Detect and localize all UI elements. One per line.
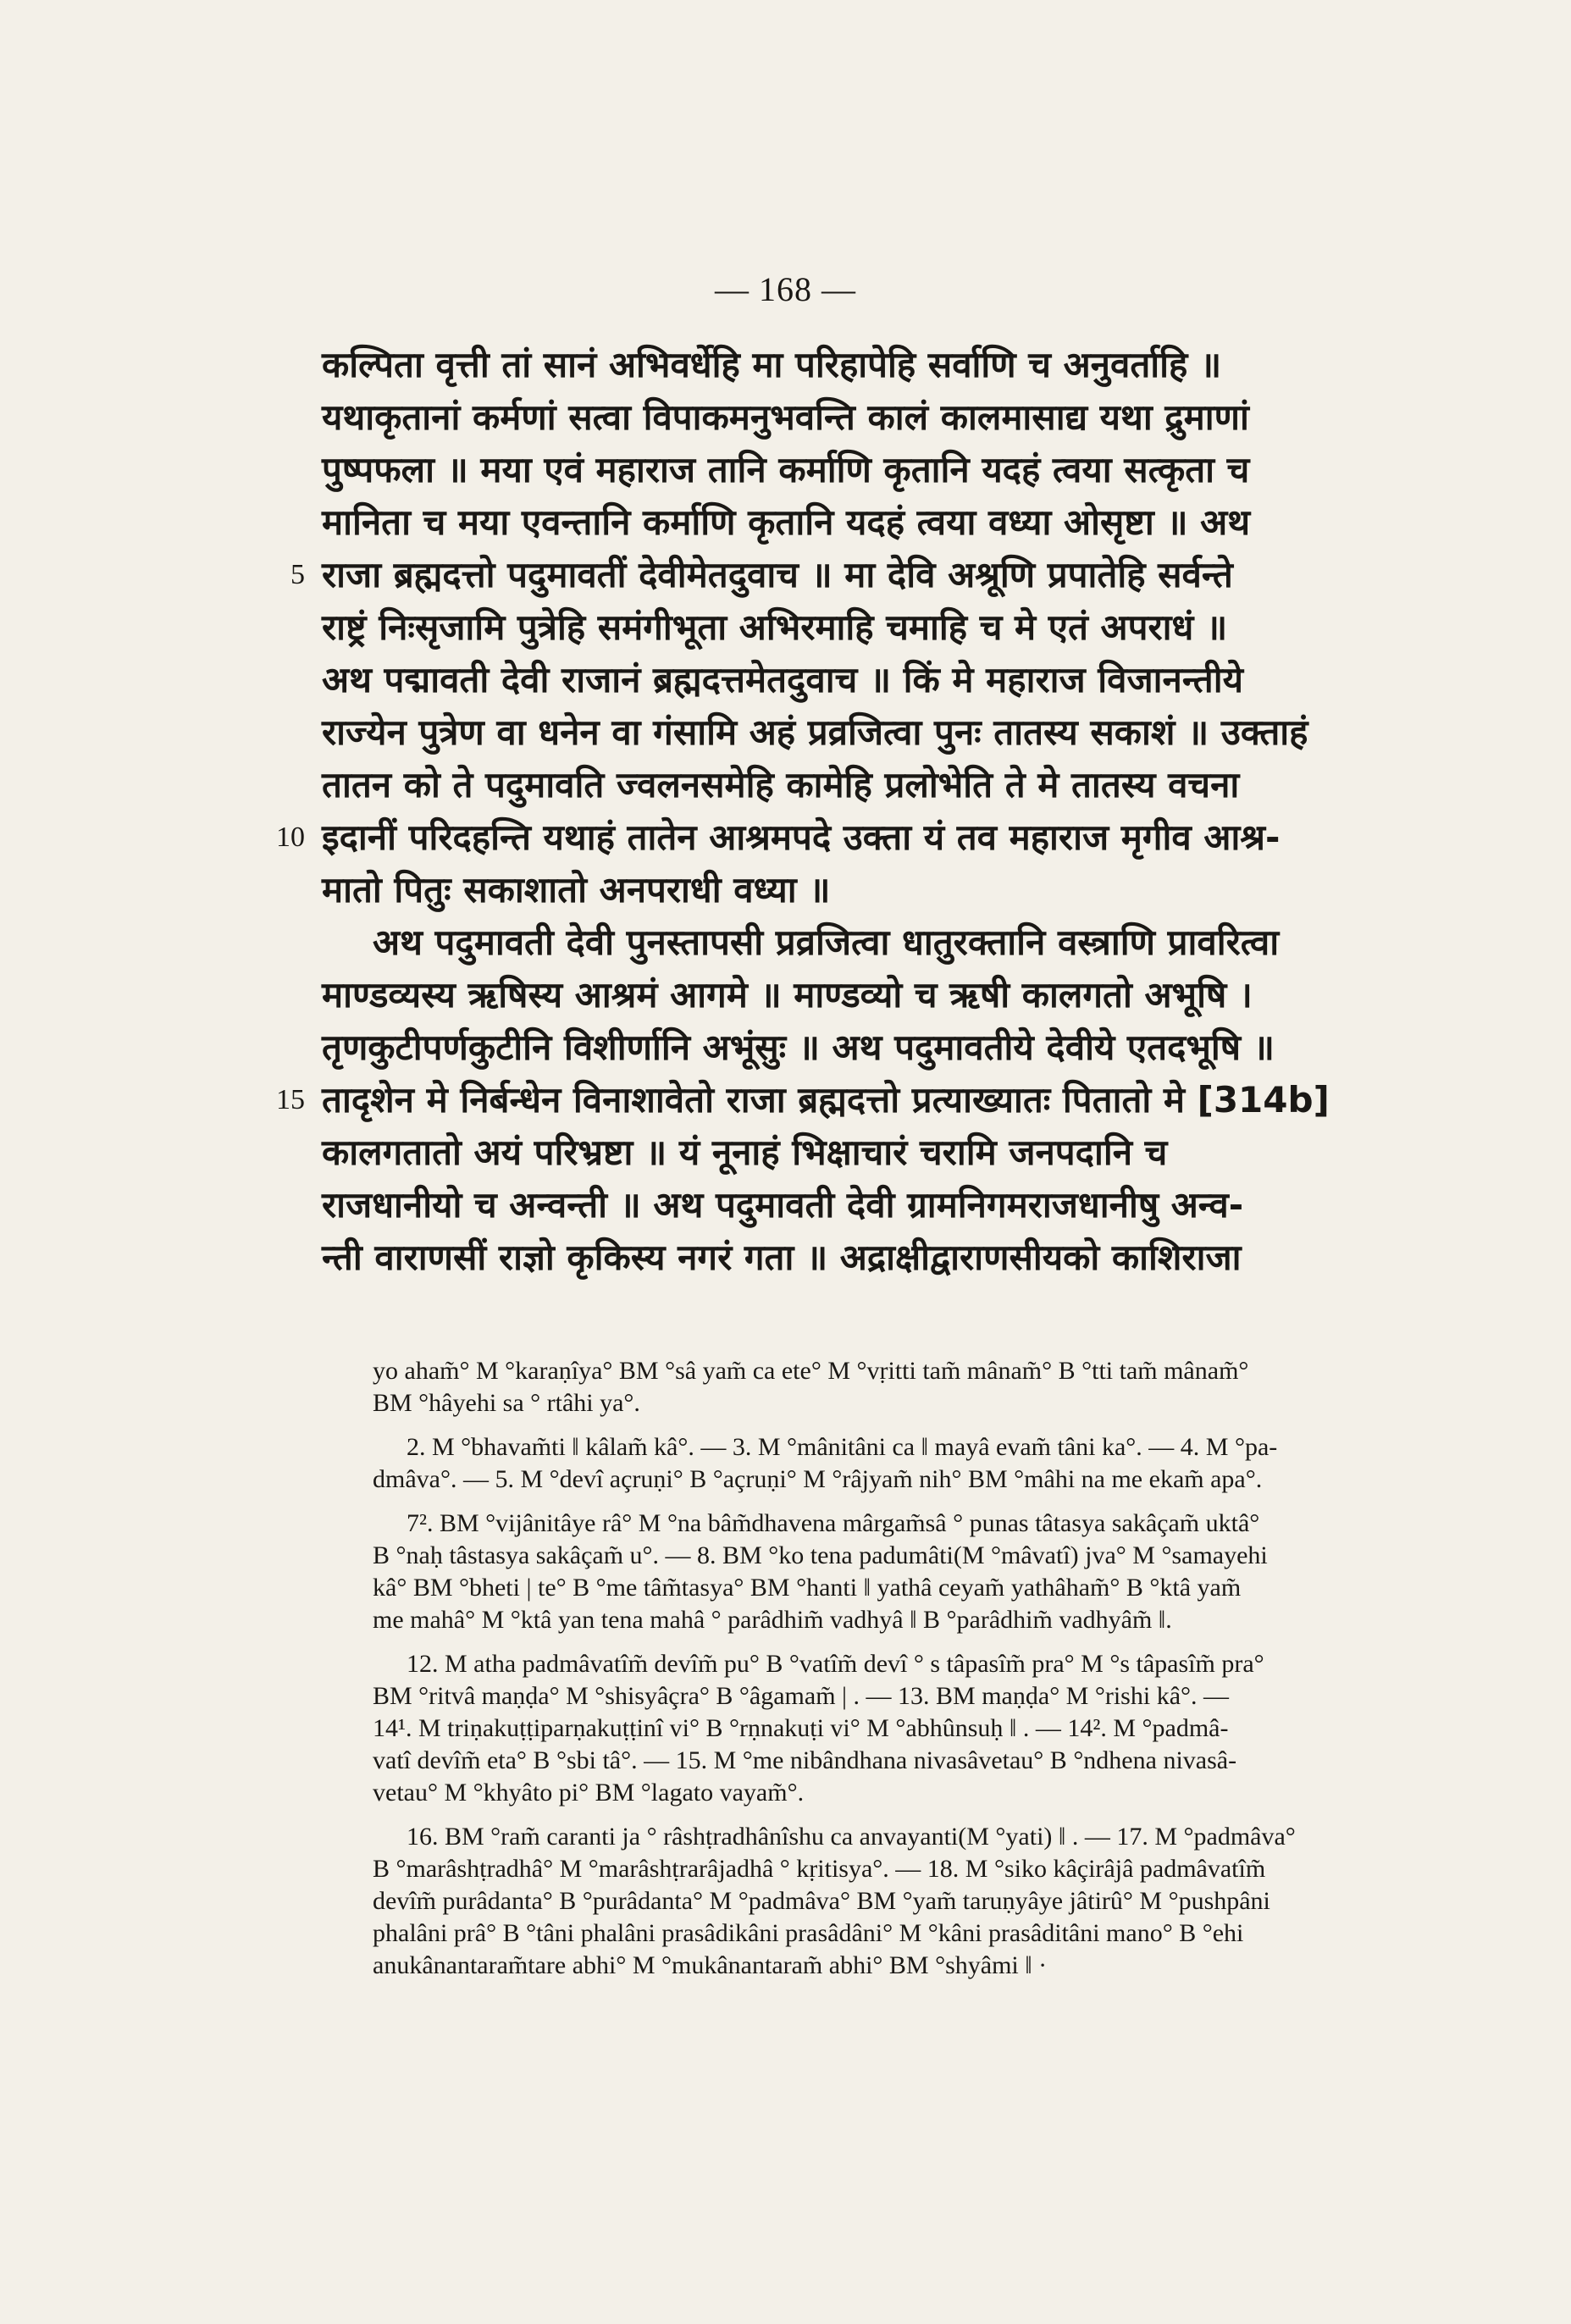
line-text: तातन को ते पदुमावति ज्वलनसमेहि कामेहि प्रलोभेति ते मे तातस्य वचना xyxy=(322,764,1240,805)
text-line xyxy=(322,864,1474,916)
text-line xyxy=(322,916,1474,969)
line-text: राष्ट्रं निःसृजामि पुत्रेहि समंगीभूता अभिरमाहि चमाहि च मे एतं अपराधं ॥ xyxy=(322,606,1228,648)
text-line xyxy=(322,706,1474,759)
note-line: devîm̃ purâdanta° B °purâdanta° M °padmâva° BM °yam̃ taruṇyâye jâtirû° M °pushpâni xyxy=(373,1887,1270,1915)
text-line xyxy=(322,444,1474,496)
note-line: vetau° M °khyâto pi° BM °lagato vayam̃°. xyxy=(373,1779,805,1807)
line-text: तृणकुटीपर्णकुटीनि विशीर्णानि अभूंसुः ॥ अथ पदुमावतीये देवीये एतदभूषि ॥ xyxy=(322,1026,1275,1068)
text-line xyxy=(322,1179,1474,1231)
text-line xyxy=(322,391,1474,444)
note-line: 16. BM °ram̃ caranti ja ° râshṭradhânîshu ca anvayanti(M °yati) ‖ . — 17. M °padmâva° xyxy=(407,1823,1296,1851)
line-text: राज्येन पुत्रेण वा धनेन वा गंसामि अहं प्रव्रजित्वा पुनः तातस्य सकाशं ॥ उक्ताहं xyxy=(322,711,1308,753)
note-line: kâ° BM °bheti | te° B °me tâm̃tasya° BM °hanti ‖ yathâ ceyam̃ yathâham̃° B °ktâ yam̃ xyxy=(373,1574,1242,1602)
note-line: 2. M °bhavam̃ti ‖ kâlam̃ kâ°. — 3. M °mânitâni ca ‖ mayâ evam̃ tâni ka°. — 4. M °pa- xyxy=(407,1433,1278,1461)
line-number: 15 xyxy=(276,1084,305,1115)
note-line: B °naḥ tâstasya sakâçam̃ u°. — 8. BM °ko tena padumâti(M °mâvatî) jva° M °samayehi xyxy=(373,1541,1268,1569)
note-line: dmâva°. — 5. M °devî açruṇi° B °açruṇi° M °râjyam̃ nih° BM °mâhi na me ekam̃ apa°. xyxy=(373,1465,1263,1493)
line-text: अथ पदुमावती देवी पुनस्तापसी प्रव्रजित्वा धातुरक्तानि वस्त्राणि प्रावरित्वा xyxy=(373,921,1280,963)
line-text: माण्डव्यस्य ऋषिस्य आश्रमं आगमे ॥ माण्डव्यो च ऋषी कालगतो अभूषि । xyxy=(322,974,1253,1015)
note-paragraph xyxy=(373,1821,1491,1982)
note-line: anukânantaram̃tare abhi° M °mukânantaram̃ abhi° BM °shyâmi ‖ · xyxy=(373,1951,1048,1979)
note-line: 14¹. M triṇakuṭṭiparṇakuṭṭinî vi° B °rṇnakuṭi vi° M °abhûnsuḥ ‖ . — 14². M °padmâ- xyxy=(373,1714,1229,1742)
line-text: राजधानीयो च अन्वन्ती ॥ अथ पदुमावती देवी ग्रामनिगमराजधानीषु अन्व- xyxy=(322,1184,1244,1226)
note-line: vatî devîm̃ eta° B °sbi tâ°. — 15. M °me nibândhana nivasâvetau° B °ndhena nivasâ- xyxy=(373,1746,1237,1774)
note-line: me mahâ° M °ktâ yan tena mahâ ° parâdhim̃ vadhyâ ‖ B °parâdhim̃ vadhyâm̃ ‖. xyxy=(373,1606,1172,1634)
note-line: 7². BM °vijânitâye râ° M °na bâm̃dhavena mârgam̃sâ ° punas tâtasya sakâçam̃ uktâ° xyxy=(407,1509,1260,1537)
line-text: न्ती वाराणसीं राज्ञो कृकिस्य नगरं गता ॥ अद्राक्षीद्वाराणसीयको काशिराजा xyxy=(322,1237,1242,1278)
note-line: BM °hâyehi sa ° rtâhi ya°. xyxy=(373,1389,640,1417)
text-line xyxy=(290,549,1474,601)
text-line xyxy=(322,969,1474,1021)
line-text: यथाकृतानां कर्मणां सत्वा विपाकमनुभवन्ति कालं कालमासाद्य यथा द्रुमाणां xyxy=(322,396,1249,438)
line-text: मातो पितुः सकाशातो अनपराधी वध्या ॥ xyxy=(322,869,831,910)
text-line xyxy=(276,811,1474,864)
note-paragraph xyxy=(373,1508,1491,1636)
text-line xyxy=(276,1074,1474,1126)
line-text: कालगतातो अयं परिभ्रष्टा ॥ यं नूनाहं भिक्षाचारं चरामि जनपदानि च xyxy=(322,1132,1168,1173)
note-paragraph xyxy=(373,1648,1491,1809)
note-line: phalâni prâ° B °tâni phalâni prasâdikâni prasâdâni° M °kâni prasâditâni mano° B °ehi xyxy=(373,1919,1244,1947)
text-line xyxy=(322,1231,1474,1284)
main-text xyxy=(276,339,1474,1284)
text-line xyxy=(322,1126,1474,1179)
note-paragraph xyxy=(373,1431,1491,1496)
text-line xyxy=(322,759,1474,811)
text-line xyxy=(322,339,1474,391)
line-number: 5 xyxy=(290,559,305,590)
note-line: B °marâshṭradhâ° M °marâshṭrarâjadhâ ° kṛitisya°. — 18. M °siko kâçirâjâ padmâvatîm̃ xyxy=(373,1855,1266,1883)
text-line xyxy=(322,1021,1474,1074)
line-text: राजा ब्रह्मदत्तो पदुमावतीं देवीमेतदुवाच ॥ मा देवि अश्रूणि प्रपातेहि सर्वन्ते xyxy=(322,554,1233,595)
text-line xyxy=(322,654,1474,706)
line-text: पुष्पफला ॥ मया एवं महाराज तानि कर्माणि कृतानि यदहं त्वया सत्कृता च xyxy=(322,449,1250,490)
text-line xyxy=(322,601,1474,654)
line-text: कल्पिता वृत्ती तां सानं अभिवर्धेहि मा परिहापेहि सर्वाणि च अनुवर्ताहि ॥ xyxy=(322,344,1222,385)
page-number: — 168 — xyxy=(715,270,856,308)
note-line: BM °ritvâ maṇḍa° M °shisyâçra° B °âgamam̃ | . — 13. BM maṇḍa° M °rishi kâ°. — xyxy=(373,1682,1230,1710)
critical-apparatus xyxy=(373,1355,1491,1994)
note-paragraph xyxy=(373,1355,1491,1419)
text-line xyxy=(322,496,1474,549)
note-line: yo aham̃° M °karaṇîya° BM °sâ yam̃ ca ete° M °vṛitti tam̃ mânam̃° B °tti tam̃ mânam̃° xyxy=(373,1357,1249,1385)
line-text: तादृशेन मे निर्बन्धेन विनाशावेतो राजा ब्रह्मदत्तो प्रत्याख्यातः पितातो मे [314b] xyxy=(322,1079,1330,1120)
line-text: मानिता च मया एवन्तानि कर्माणि कृतानि यदहं त्वया वध्या ओसृष्टा ॥ अथ xyxy=(322,501,1251,543)
note-line: 12. M atha padmâvatîm̃ devîm̃ pu° B °vatîm̃ devî ° s tâpasîm̃ pra° M °s tâpasîm̃ pra° xyxy=(407,1650,1264,1678)
line-number: 10 xyxy=(276,822,305,853)
line-text: अथ पद्मावती देवी राजानं ब्रह्मदत्तमेतदुवाच ॥ किं मे महाराज विजानन्तीये xyxy=(322,659,1243,700)
line-text: इदानीं परिदहन्ति यथाहं तातेन आश्रमपदे उक्ता यं तव महाराज मृगीव आश्र- xyxy=(322,816,1281,858)
